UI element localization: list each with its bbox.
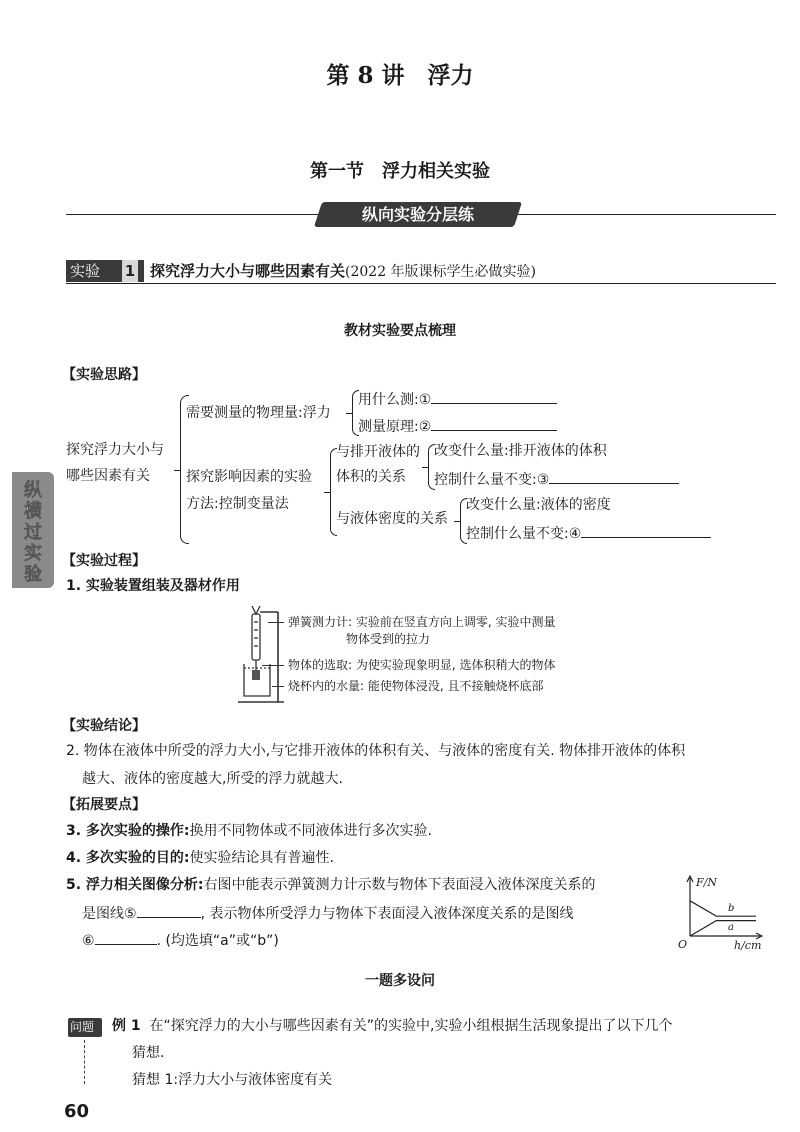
note-spring-line1: 弹簧测力计: 实验前在竖直方向上调零, 实验中测量 <box>288 615 556 629</box>
experiment-title: 探究浮力大小与哪些因素有关 <box>150 262 346 280</box>
apparatus-illustration <box>238 604 286 706</box>
volume-control <box>434 469 679 490</box>
branch-method-line1: 探究影响因素的实验 <box>186 469 312 485</box>
label-leader-spring <box>268 622 284 623</box>
idea-root-line2: 哪些因素有关 <box>66 468 150 484</box>
experiment-number: 1 <box>122 260 138 282</box>
item-4-label: 4. 多次实验的目的: <box>66 850 190 866</box>
chart-xlabel: h/cm <box>734 939 762 952</box>
answer-blank-4[interactable] <box>581 523 711 538</box>
sidebar-tab <box>12 472 54 588</box>
question-text-1: 在“探究浮力的大小与哪些因素有关”的实验中,实验小组根据生活现象提出了以下几个 <box>149 1018 673 1034</box>
item-5-line2-end: , 表示物体所受浮力与物体下表面浸入液体深度关系的是图线 <box>200 906 574 922</box>
measure-tool-label: 用什么测:① <box>358 392 432 408</box>
answer-blank-3[interactable] <box>549 469 679 484</box>
item-5-line3-end: . (均选填“a”或“b”) <box>156 933 279 949</box>
density-control <box>466 523 711 544</box>
section-title: 第一节 浮力相关实验 <box>310 161 490 182</box>
note-spring-line2: 物体受到的拉力 <box>346 632 431 646</box>
question-line-1 <box>112 1017 673 1036</box>
volume-line2: 体积的关系 <box>336 469 406 485</box>
chart-ylabel: F/N <box>696 876 717 889</box>
item-3-text: 换用不同物体或不同液体进行多次实验. <box>189 823 432 839</box>
branch-method-line2: 方法:控制变量法 <box>186 496 289 512</box>
density-change: 改变什么量:液体的密度 <box>466 497 611 513</box>
answer-blank-1[interactable] <box>431 389 557 404</box>
answer-blank-2[interactable] <box>431 416 557 431</box>
item-3-label: 3. 多次实验的操作: <box>66 823 190 839</box>
volume-line1: 与排开液体的 <box>336 444 420 460</box>
measure-tool <box>358 389 557 410</box>
item-5-line1-text: 右图中能表示弹簧测力计示数与物体下表面浸入液体深度关系的 <box>203 877 596 893</box>
example-number: 例 1 <box>112 1018 141 1034</box>
process-heading: 【实验过程】 <box>62 553 146 569</box>
item-5-line3-start: ⑥ <box>82 933 95 949</box>
extension-item-5-line2 <box>82 903 573 924</box>
idea-root-line1: 探究浮力大小与 <box>66 442 164 458</box>
note-object: 物体的选取: 为使实验现象明显, 选体积稍大的物体 <box>288 658 556 672</box>
measure-principle <box>358 416 557 437</box>
series-label-a: a <box>728 922 734 933</box>
answer-blank-5[interactable] <box>137 903 201 918</box>
item-4-text: 使实验结论具有普遍性. <box>189 850 334 866</box>
volume-control-label: 控制什么量不变:③ <box>434 472 550 488</box>
volume-change: 改变什么量:排开液体的体积 <box>434 443 607 459</box>
textbook-heading: 教材实验要点梳理 <box>344 323 456 339</box>
extension-heading: 【拓展要点】 <box>62 797 146 813</box>
lecture-title: 第 8 讲 浮力 <box>326 62 474 89</box>
label-leader-object <box>262 665 284 666</box>
experiment-tag: 实验 <box>70 262 101 280</box>
extension-item-3 <box>66 822 432 841</box>
multi-question-heading: 一题多设问 <box>365 973 435 989</box>
density-label: 与液体密度的关系 <box>336 511 448 527</box>
sidebar-tab-text: 纵横过实验 <box>24 480 42 585</box>
page-number: 60 <box>64 1101 90 1122</box>
item-5-label: 5. 浮力相关图像分析: <box>66 877 204 893</box>
series-line-b <box>690 901 756 916</box>
answer-blank-6[interactable] <box>95 930 157 945</box>
measure-principle-label: 测量原理:② <box>358 419 432 435</box>
series-label-b: b <box>728 903 735 914</box>
extension-item-5-line1 <box>66 876 596 895</box>
question-tag: 问题 <box>70 1020 95 1034</box>
idea-heading: 【实验思路】 <box>62 367 146 383</box>
process-item-1: 1. 实验装置组装及器材作用 <box>66 578 240 594</box>
conclusion-item-2-line2: 越大、液体的密度越大,所受的浮力就越大. <box>82 771 343 787</box>
series-line-a <box>690 921 756 936</box>
experiment-rule <box>66 283 776 284</box>
density-control-label: 控制什么量不变:④ <box>466 526 582 542</box>
chart-origin: O <box>678 938 688 951</box>
force-depth-chart <box>676 872 776 952</box>
object-block-icon <box>252 670 260 680</box>
item-5-line2-start: 是图线⑤ <box>82 906 137 922</box>
branch-measure: 需要测量的物理量:浮力 <box>186 405 331 421</box>
stand-base-icon <box>238 612 284 702</box>
label-leader-water <box>272 686 284 687</box>
extension-item-4 <box>66 849 334 868</box>
guess-1: 猜想 1:浮力大小与液体密度有关 <box>132 1072 333 1088</box>
conclusion-item-2-line1: 2. 物体在液体中所受的浮力大小,与它排开液体的体积有关、与液体的密度有关. 物体排开液体的体积 <box>66 743 686 759</box>
experiment-heading <box>150 261 536 282</box>
banner-text: 纵向实验分层练 <box>361 205 474 224</box>
spring-scale-icon <box>252 606 260 670</box>
question-dotted-line <box>84 1040 85 1084</box>
note-water: 烧杯内的水量: 能使物体浸没, 且不接触烧杯底部 <box>288 679 544 693</box>
conclusion-heading: 【实验结论】 <box>62 718 146 734</box>
question-line-2: 猜想. <box>132 1045 165 1061</box>
experiment-note: (2022 年版课标学生必做实验) <box>345 264 537 280</box>
extension-item-5-line3 <box>82 930 279 951</box>
